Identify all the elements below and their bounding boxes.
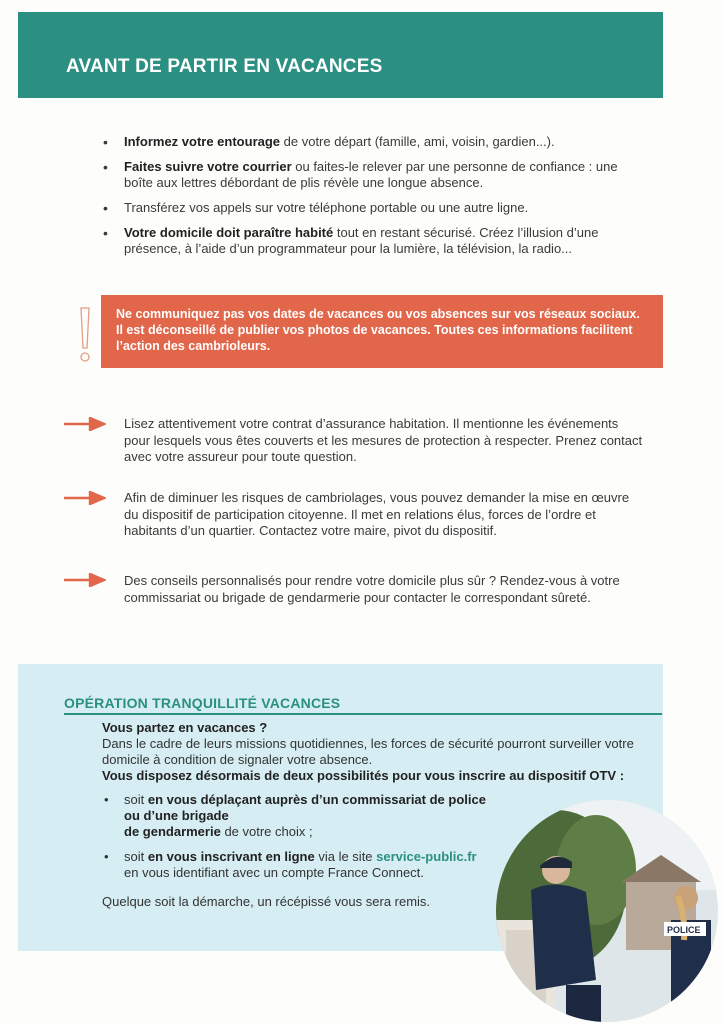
advice-citizen: Afin de diminuer les risques de cambriolages, vous pouvez demander la mise en œuvre du dispositif de participation citoyenne. Il met en relations élus, forces de l’ordre et habitants d’un quartier. Contactez votre maire, pivot du dispositif.	[124, 490, 630, 538]
option-prefix: soit	[124, 792, 148, 807]
option-prefix: soit	[124, 849, 148, 864]
otv-possibilities: Vous disposez désormais de deux possibilités pour vous inscrire au dispositif OTV :	[102, 768, 625, 783]
tip-text: Transférez vos appels sur votre téléphone portable ou une autre ligne.	[124, 200, 529, 215]
otv-footer: Quelque soit la démarche, un récépissé vous sera remis.	[102, 894, 431, 909]
option-bold: en vous inscrivant en ligne	[147, 849, 315, 864]
list-item	[124, 159, 644, 191]
divider	[64, 713, 662, 715]
police-photo	[496, 800, 718, 1022]
otv-title: OPÉRATION TRANQUILLITÉ VACANCES	[64, 695, 341, 711]
tip-text: ou faites-le relever par une personne de confiance : une boîte aux lettres débordant de plis révèle une longue absence.	[124, 159, 618, 190]
otv-question: Vous partez en vacances ?	[102, 720, 268, 735]
warning-text: Ne communiquez pas vos dates de vacances ou vos absences sur vos réseaux sociaux. Il est déconseillé de publier vos photos de vacances. Toutes ces informations facilitent l’action des cambrioleurs.	[116, 307, 640, 353]
arrow-right-icon	[64, 491, 106, 505]
advice-insurance: Lisez attentivement votre contrat d’assurance habitation. Il mentionne les événements pour lesquels vous êtes couverts et les mesures de protection à respecter. Prenez contact avec votre assureur pour toute question.	[124, 416, 643, 464]
option-bold: ou d’une brigade	[124, 808, 229, 823]
header-banner	[18, 12, 663, 98]
tips-list	[100, 134, 644, 266]
option-bold: de gendarmerie	[124, 824, 221, 839]
service-public-link[interactable]: service-public.fr	[376, 849, 477, 864]
arrow-right-icon	[64, 417, 106, 431]
tip-bold: Votre domicile doit paraître habité	[124, 225, 334, 240]
otv-intro: Dans le cadre de leurs missions quotidiennes, les forces de sécurité pourront surveiller votre domicile à condition de signaler votre absence.	[102, 736, 634, 767]
list-item	[124, 134, 644, 150]
arrow-right-icon	[64, 573, 106, 587]
advice-security: Des conseils personnalisés pour rendre votre domicile plus sûr ? Rendez-vous à votre commissariat ou brigade de gendarmerie pour contacter le correspondant sûreté.	[124, 573, 620, 605]
vest-label: POLICE	[667, 925, 701, 935]
tip-bold: Informez votre entourage	[124, 134, 281, 149]
list-item	[124, 225, 644, 257]
page-title: AVANT DE PARTIR EN VACANCES	[66, 56, 383, 77]
tip-bold: Faites suivre votre courrier	[124, 159, 292, 174]
option-text: via le site	[314, 849, 377, 864]
warning-box	[101, 295, 663, 368]
option-suffix: en vous identifiant avec un compte France Connect.	[124, 865, 424, 880]
list-item	[124, 200, 644, 216]
tip-text: de votre départ (famille, ami, voisin, gardien...).	[280, 134, 555, 149]
exclamation-icon	[78, 306, 92, 364]
option-suffix: de votre choix ;	[220, 824, 313, 839]
tip-text: tout en restant sécurisé. Créez l’illusion d’une présence, à l’aide d’un programmateur pour la lumière, la télévision, la radio...	[124, 225, 599, 256]
option-bold: en vous déplaçant auprès d’un commissariat de police	[147, 792, 486, 807]
